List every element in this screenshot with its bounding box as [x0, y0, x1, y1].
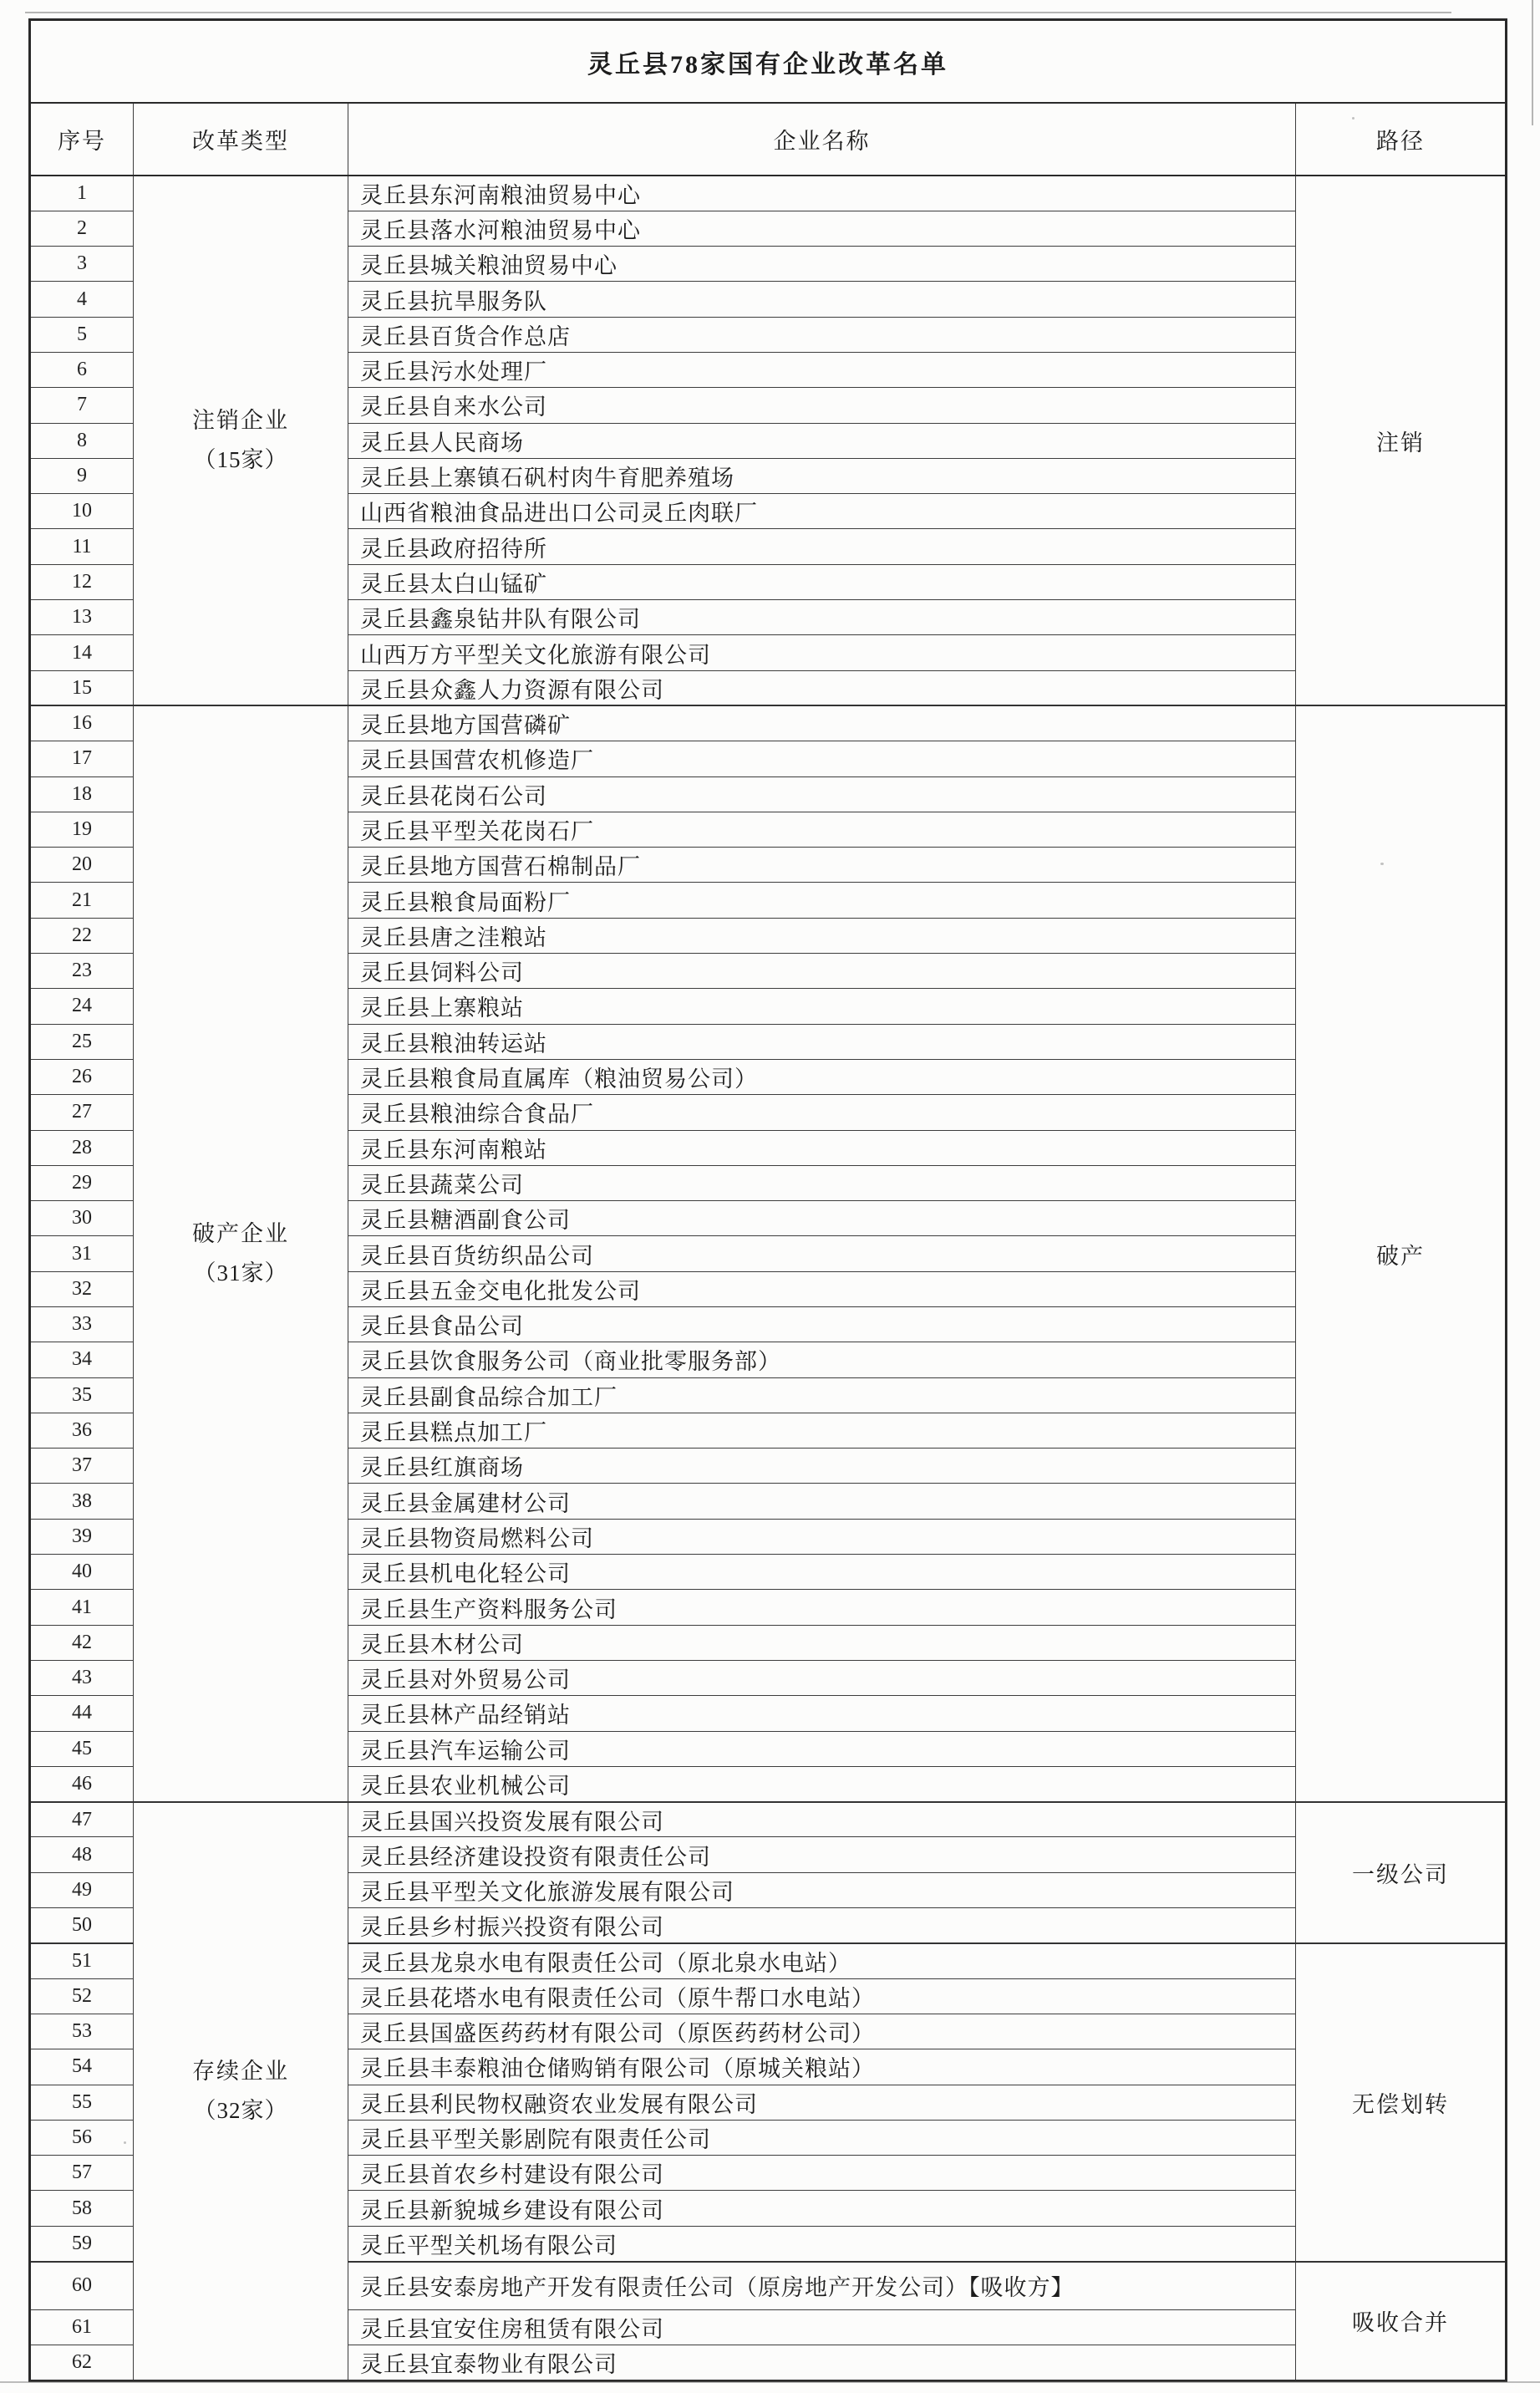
- row-index: 50: [30, 1908, 134, 1943]
- row-index: 48: [30, 1837, 134, 1872]
- enterprise-name: 山西万方平型关文化旅游有限公司: [348, 635, 1296, 670]
- reform-type-count: （15家）: [193, 447, 288, 473]
- row-index: 61: [30, 2310, 134, 2345]
- enterprise-name: 灵丘县木材公司: [348, 1625, 1296, 1660]
- enterprise-name: 灵丘县花塔水电有限责任公司（原牛帮口水电站）: [348, 1978, 1296, 2014]
- row-index: 37: [30, 1449, 134, 1484]
- reform-type-label: 存续企业: [192, 2058, 289, 2084]
- row-index: 44: [30, 1696, 134, 1731]
- reform-type-cell: [134, 176, 348, 705]
- enterprise-name: 灵丘县林产品经销站: [348, 1696, 1296, 1731]
- column-header-reform-type: 改革类型: [134, 103, 348, 176]
- column-header-index: 序号: [30, 103, 134, 176]
- row-index: 16: [30, 705, 134, 741]
- enterprise-name: 灵丘县上寨镇石矾村肉牛育肥养殖场: [348, 458, 1296, 493]
- path-cell: 注销: [1296, 176, 1507, 705]
- row-index: 1: [30, 176, 134, 211]
- row-index: 49: [30, 1872, 134, 1907]
- enterprise-name: 灵丘县国盛医药药材有限公司（原医药药材公司）: [348, 2014, 1296, 2049]
- column-header-path: 路径: [1296, 103, 1507, 176]
- row-index: 38: [30, 1484, 134, 1519]
- enterprise-name: 灵丘县花岗石公司: [348, 776, 1296, 812]
- table-header-row: [30, 103, 1507, 176]
- enterprise-name: 灵丘县东河南粮油贸易中心: [348, 176, 1296, 211]
- enterprise-name: 灵丘县汽车运输公司: [348, 1731, 1296, 1766]
- enterprise-name: 灵丘县饲料公司: [348, 954, 1296, 989]
- scan-bottom-line-artifact: [0, 2381, 1540, 2383]
- row-index: 51: [30, 1943, 134, 1978]
- enterprise-name: 灵丘县政府招待所: [348, 529, 1296, 564]
- enterprise-name: 灵丘县粮油综合食品厂: [348, 1095, 1296, 1130]
- table-row: [30, 1802, 1507, 1837]
- row-index: 32: [30, 1271, 134, 1306]
- enterprise-name: 灵丘县对外贸易公司: [348, 1660, 1296, 1695]
- reform-type-cell: [134, 1802, 348, 2380]
- row-index: 24: [30, 989, 134, 1024]
- enterprise-name: 灵丘县五金交电化批发公司: [348, 1271, 1296, 1306]
- enterprise-name: 灵丘平型关机场有限公司: [348, 2226, 1296, 2261]
- row-index: 42: [30, 1625, 134, 1660]
- row-index: 4: [30, 282, 134, 317]
- row-index: 34: [30, 1342, 134, 1377]
- row-index: 53: [30, 2014, 134, 2049]
- row-index: 59: [30, 2226, 134, 2261]
- scan-right-line-artifact: [1532, 0, 1533, 125]
- enterprise-name: 灵丘县宜泰物业有限公司: [348, 2345, 1296, 2380]
- row-index: 28: [30, 1130, 134, 1165]
- row-index: 18: [30, 776, 134, 812]
- row-index: 19: [30, 812, 134, 847]
- row-index: 33: [30, 1307, 134, 1342]
- table-row: [30, 176, 1507, 211]
- enterprise-name: 灵丘县丰泰粮油仓储购销有限公司（原城关粮站）: [348, 2049, 1296, 2085]
- row-index: 30: [30, 1201, 134, 1236]
- enterprise-name: 灵丘县农业机械公司: [348, 1766, 1296, 1801]
- enterprise-name: 灵丘县乡村振兴投资有限公司: [348, 1908, 1296, 1943]
- enterprise-name: 灵丘县国兴投资发展有限公司: [348, 1802, 1296, 1837]
- reform-type-cell: [134, 705, 348, 1801]
- row-index: 43: [30, 1660, 134, 1695]
- row-index: 41: [30, 1590, 134, 1625]
- row-index: 45: [30, 1731, 134, 1766]
- reform-type-count: （32家）: [193, 2097, 288, 2123]
- enterprise-name: 灵丘县红旗商场: [348, 1449, 1296, 1484]
- row-index: 35: [30, 1377, 134, 1413]
- enterprise-name: 灵丘县平型关文化旅游发展有限公司: [348, 1872, 1296, 1907]
- row-index: 29: [30, 1165, 134, 1200]
- row-index: 5: [30, 317, 134, 352]
- enterprise-name: 灵丘县百货纺织品公司: [348, 1236, 1296, 1271]
- enterprise-name: 灵丘县地方国营石棉制品厂: [348, 848, 1296, 883]
- enterprise-name: 灵丘县众鑫人力资源有限公司: [348, 670, 1296, 705]
- enterprise-name: 灵丘县首农乡村建设有限公司: [348, 2156, 1296, 2191]
- row-index: 15: [30, 670, 134, 705]
- enterprise-name: 灵丘县上寨粮站: [348, 989, 1296, 1024]
- enterprise-name: 灵丘县安泰房地产开发有限责任公司（原房地产开发公司）【吸收方】: [348, 2262, 1296, 2310]
- enterprise-name: 灵丘县饮食服务公司（商业批零服务部）: [348, 1342, 1296, 1377]
- page-title: 灵丘县78家国有企业改革名单: [30, 20, 1507, 104]
- enterprise-name: 山西省粮油食品进出口公司灵丘肉联厂: [348, 494, 1296, 529]
- path-cell: 无偿划转: [1296, 1943, 1507, 2262]
- row-index: 27: [30, 1095, 134, 1130]
- row-index: 52: [30, 1978, 134, 2014]
- enterprise-name: 灵丘县人民商场: [348, 423, 1296, 458]
- enterprise-name: 灵丘县国营农机修造厂: [348, 741, 1296, 776]
- enterprise-name: 灵丘县城关粮油贸易中心: [348, 247, 1296, 282]
- enterprise-name: 灵丘县平型关影剧院有限责任公司: [348, 2120, 1296, 2155]
- enterprise-name: 灵丘县粮食局面粉厂: [348, 883, 1296, 918]
- enterprise-name: 灵丘县粮油转运站: [348, 1024, 1296, 1059]
- row-index: 40: [30, 1555, 134, 1590]
- enterprise-name: 灵丘县经济建设投资有限责任公司: [348, 1837, 1296, 1872]
- row-index: 46: [30, 1766, 134, 1801]
- enterprise-name: 灵丘县鑫泉钻井队有限公司: [348, 600, 1296, 635]
- enterprise-reform-table: [28, 18, 1507, 2382]
- reform-type-count: （31家）: [193, 1260, 288, 1286]
- row-index: 8: [30, 423, 134, 458]
- enterprise-name: 灵丘县生产资料服务公司: [348, 1590, 1296, 1625]
- enterprise-name: 灵丘县平型关花岗石厂: [348, 812, 1296, 847]
- enterprise-name: 灵丘县机电化轻公司: [348, 1555, 1296, 1590]
- row-index: 54: [30, 2049, 134, 2085]
- row-index: 31: [30, 1236, 134, 1271]
- row-index: 39: [30, 1519, 134, 1554]
- enterprise-name: 灵丘县副食品综合加工厂: [348, 1377, 1296, 1413]
- enterprise-name: 灵丘县物资局燃料公司: [348, 1519, 1296, 1554]
- scan-top-line-artifact: [25, 12, 1451, 13]
- path-cell: 吸收合并: [1296, 2262, 1507, 2381]
- enterprise-name: 灵丘县粮食局直属库（粮油贸易公司）: [348, 1059, 1296, 1094]
- enterprise-name: 灵丘县食品公司: [348, 1307, 1296, 1342]
- enterprise-name: 灵丘县金属建材公司: [348, 1484, 1296, 1519]
- table-body: [30, 176, 1507, 2380]
- reform-type-label: 破产企业: [192, 1221, 289, 1246]
- enterprise-name: 灵丘县宜安住房租赁有限公司: [348, 2310, 1296, 2345]
- table-title-row: [30, 20, 1507, 104]
- column-header-enterprise-name: 企业名称: [348, 103, 1296, 176]
- enterprise-name: 灵丘县糖酒副食公司: [348, 1201, 1296, 1236]
- row-index: 10: [30, 494, 134, 529]
- row-index: 9: [30, 458, 134, 493]
- row-index: 3: [30, 247, 134, 282]
- enterprise-name: 灵丘县龙泉水电有限责任公司（原北泉水电站）: [348, 1943, 1296, 1978]
- enterprise-name: 灵丘县糕点加工厂: [348, 1413, 1296, 1448]
- row-index: 47: [30, 1802, 134, 1837]
- row-index: 6: [30, 352, 134, 387]
- enterprise-name: 灵丘县太白山锰矿: [348, 564, 1296, 599]
- enterprise-name: 灵丘县唐之洼粮站: [348, 918, 1296, 953]
- row-index: 60: [30, 2262, 134, 2310]
- enterprise-name: 灵丘县地方国营磷矿: [348, 705, 1296, 741]
- enterprise-name: 灵丘县抗旱服务队: [348, 282, 1296, 317]
- enterprise-name: 灵丘县污水处理厂: [348, 352, 1296, 387]
- enterprise-name: 灵丘县百货合作总店: [348, 317, 1296, 352]
- row-index: 17: [30, 741, 134, 776]
- table-row: [30, 705, 1507, 741]
- enterprise-name: 灵丘县自来水公司: [348, 388, 1296, 423]
- row-index: 56: [30, 2120, 134, 2155]
- path-cell: 一级公司: [1296, 1802, 1507, 1943]
- path-cell: 破产: [1296, 705, 1507, 1801]
- row-index: 2: [30, 211, 134, 246]
- row-index: 14: [30, 635, 134, 670]
- enterprise-name: 灵丘县利民物权融资农业发展有限公司: [348, 2085, 1296, 2120]
- row-index: 7: [30, 388, 134, 423]
- row-index: 12: [30, 564, 134, 599]
- enterprise-name: 灵丘县新貌城乡建设有限公司: [348, 2191, 1296, 2226]
- row-index: 21: [30, 883, 134, 918]
- enterprise-name: 灵丘县蔬菜公司: [348, 1165, 1296, 1200]
- row-index: 62: [30, 2345, 134, 2380]
- row-index: 26: [30, 1059, 134, 1094]
- enterprise-name: 灵丘县落水河粮油贸易中心: [348, 211, 1296, 246]
- row-index: 55: [30, 2085, 134, 2120]
- row-index: 23: [30, 954, 134, 989]
- row-index: 22: [30, 918, 134, 953]
- row-index: 20: [30, 848, 134, 883]
- row-index: 13: [30, 600, 134, 635]
- row-index: 57: [30, 2156, 134, 2191]
- row-index: 36: [30, 1413, 134, 1448]
- row-index: 25: [30, 1024, 134, 1059]
- row-index: 58: [30, 2191, 134, 2226]
- enterprise-name: 灵丘县东河南粮站: [348, 1130, 1296, 1165]
- reform-type-label: 注销企业: [192, 408, 289, 434]
- row-index: 11: [30, 529, 134, 564]
